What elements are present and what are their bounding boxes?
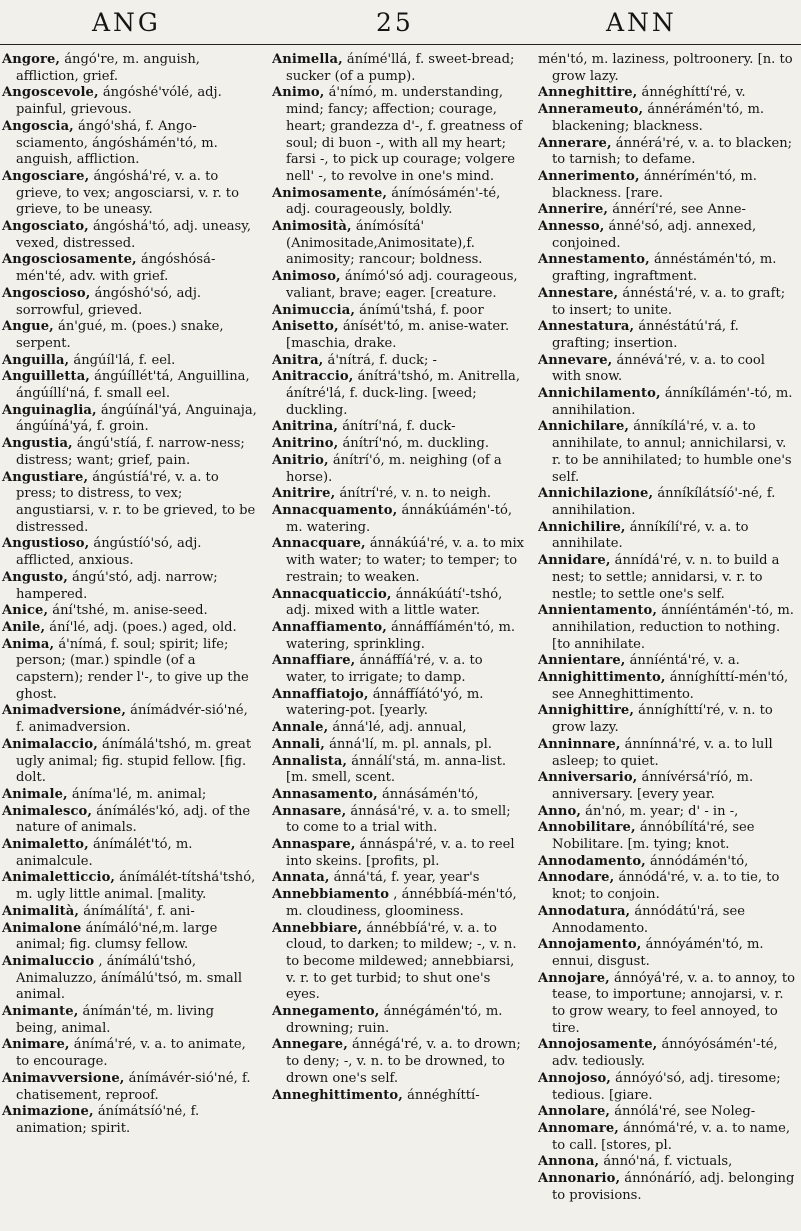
entry-definition: ánnóyá'ré, v. a. to annoy, to tease, to importune; annojarsi, v. r. to grow weary, to feel annoyed, to tire. <box>552 970 795 1036</box>
dictionary-entry <box>272 620 526 653</box>
headword: Animalone <box>2 920 82 936</box>
dictionary-entry <box>538 937 798 970</box>
dictionary-entry <box>538 1071 798 1104</box>
headword: Annali, <box>272 736 325 752</box>
headword: Annighittimento, <box>538 670 666 686</box>
entry-definition: ánímá'ré, v. a. to animate, to encourage. <box>16 1037 246 1070</box>
dictionary-entry <box>272 319 526 352</box>
entry-definition: ángústíá'ré, v. a. to press; to distress, to vex; angustiarsi, v. r. to be grieved, to be distressed. <box>16 469 256 535</box>
entry-definition: ání'tshé, m. anise-seed. <box>52 603 208 619</box>
dictionary-entry <box>272 303 526 320</box>
entry-definition: ánnákúátí'-tshó, adj. mixed with a little water. <box>286 586 503 619</box>
entry-definition: ánnérá'ré, v. a. to blacken; to tarnish; to defame. <box>552 135 793 168</box>
entry-definition: ánnálí'stá, m. anna-list. [m. smell, scent. <box>286 753 506 786</box>
headword: Anno, <box>538 803 581 819</box>
entry-definition: ánná'lé, adj. annual, <box>332 720 467 736</box>
headword: Angustiare, <box>2 469 89 485</box>
headword: Annebbiamento <box>272 887 390 903</box>
headword: Angusto, <box>2 569 68 585</box>
entry-definition: ánníkílámén'-tó, m. annihilation. <box>552 386 793 418</box>
dictionary-entry <box>272 804 526 837</box>
entry-definition: ánníkílátsíó'-né, f. annihilation. <box>552 486 776 518</box>
entry-definition: ánímósámén'-té, adj. courageously, boldly. <box>286 185 501 218</box>
headword: Annacquare, <box>272 536 366 552</box>
headword: Animosamente, <box>272 185 388 201</box>
headword: Annomare, <box>538 1121 619 1136</box>
entry-definition: ángúíl'lá, f. eel. <box>73 352 176 368</box>
headword: Animosità, <box>272 219 352 235</box>
dictionary-entry <box>0 319 258 352</box>
entry-definition: ánnébbíá'ré, v. a. to cloud, to darken; to mildew; -, v. n. to become mildewed; annebbiarsi, v. r. to get turbid; to shut one's eyes. <box>286 920 517 1003</box>
entry-definition: ánnódátú'rá, see Annodamento. <box>552 903 746 936</box>
dictionary-entry <box>272 1088 526 1105</box>
headword: Animalità, <box>2 903 80 919</box>
dictionary-entry <box>0 804 258 837</box>
dictionary-entry <box>272 737 526 754</box>
entry-definition: ánnó'ná, f. victuals, <box>603 1154 733 1170</box>
headword: Annegamento, <box>272 1004 380 1020</box>
entry-definition: ánnídá'ré, v. n. to build a nest; to settle; annidarsi, v. r. to nestle; to settle one's self. <box>552 553 780 602</box>
dictionary-entry <box>0 921 258 954</box>
dictionary-entry <box>538 219 798 252</box>
headword: Animo, <box>272 85 325 101</box>
dictionary-entry <box>0 570 258 603</box>
headword: Anitrino, <box>272 436 339 452</box>
headword: Angoscevole, <box>2 85 99 101</box>
headword: Annojare, <box>538 970 610 986</box>
headword: Angore, <box>2 52 61 67</box>
headword: Anitrio, <box>272 452 329 468</box>
headword: Annojoso, <box>538 1070 611 1086</box>
entry-definition: ánníkílí'ré, v. a. to annihilate. <box>552 519 749 552</box>
entry-definition: ánníéntámén'-tó, m. annihilation, reduction to nothing. [to annihilate. <box>552 603 794 652</box>
entry-definition: ánnáffíá'ré, v. a. to water, to irrigate; to damp. <box>286 653 483 686</box>
dictionary-entry <box>0 837 258 870</box>
headword: Annientamento, <box>538 603 658 619</box>
headword: Annodamento, <box>538 853 646 869</box>
headword: Animadversione, <box>2 703 126 719</box>
column-3 <box>538 52 798 1224</box>
entry-definition: ánnéghíttí- <box>407 1087 480 1103</box>
entry-definition: á'nítrá, f. duck; - <box>327 352 437 368</box>
dictionary-entry <box>0 787 258 804</box>
page-header <box>0 0 801 44</box>
entry-definition: ángó'shá, f. Ango-sciamento, ángóshámén'tó, m. anguish, affliction. <box>16 118 218 168</box>
entry-definition: ánnáffíátó'yó, m. watering-pot. [yearly. <box>286 686 484 719</box>
headword: Angosciato, <box>2 219 89 235</box>
headword: Angue, <box>2 319 54 335</box>
header-rule <box>0 44 801 45</box>
headword: Animalesco, <box>2 803 93 819</box>
dictionary-entry <box>272 587 526 620</box>
headword: Annaffiare, <box>272 653 356 669</box>
headword: Anninnare, <box>538 736 621 752</box>
headword: Annolare, <box>538 1104 611 1120</box>
dictionary-entry <box>538 971 798 1038</box>
headword: Annichilire, <box>538 519 626 535</box>
entry-definition: ánítrí'ó, m. neighing (of a horse). <box>286 452 502 485</box>
dictionary-entry <box>538 854 798 871</box>
entry-definition: ánítrí'ná, f. duck- <box>342 419 456 435</box>
headword: Anitrire, <box>272 486 336 502</box>
headword: Angosciosamente, <box>2 252 137 268</box>
headword: Animella, <box>272 52 343 67</box>
entry-definition: ánníghíttí-mén'tó, see Anneghittimento. <box>552 670 789 702</box>
headword: Anice, <box>2 603 49 619</box>
entry-definition: ángóshá'tó, adj. uneasy, vexed, distressed. <box>16 219 252 251</box>
dictionary-entry <box>0 436 258 469</box>
entry-definition: ánítrí'ré, v. n. to neigh. <box>339 486 492 502</box>
entry-definition: ánímálét'tó, m. animalcule. <box>16 837 193 869</box>
dictionary-entry <box>538 319 798 352</box>
headword: Angoscia, <box>2 118 74 134</box>
headword: Anguilletta, <box>2 369 90 385</box>
headword: Anguilla, <box>2 352 70 368</box>
dictionary-entry <box>0 1037 258 1070</box>
entry-definition: ánímósítá' (Animositade,Animositate),f. animosity; rancour; boldness. <box>286 219 483 268</box>
headword: Animazione, <box>2 1104 94 1120</box>
dictionary-entry <box>538 85 798 102</box>
entry-definition: ánnéstátú'rá, f. grafting; insertion. <box>552 319 739 351</box>
entry-definition: , ánnébbíá-mén'tó, m. cloudiness, gloominess. <box>286 887 517 919</box>
dictionary-entry <box>538 553 798 603</box>
entry-definition: ángú'stó, adj. narrow; hampered. <box>16 569 218 602</box>
dictionary-entry <box>538 737 798 770</box>
left-guide-word: ANG <box>92 8 161 37</box>
entry-definition: ánnáspá'ré, v. a. to reel into skeins. [profits, pl. <box>286 837 515 869</box>
dictionary-entry <box>538 703 798 736</box>
headword: Angosciare, <box>2 168 90 184</box>
headword: Annasare, <box>272 803 347 819</box>
entry-definition: ánnérí'ré, see Anne- <box>612 202 746 218</box>
entry-definition: ánnákúámén'-tó, m. watering. <box>286 502 513 535</box>
dictionary-entry <box>538 419 798 486</box>
dictionary-entry <box>538 386 798 419</box>
column-1 <box>0 52 258 1224</box>
headword: Animaluccio <box>2 953 95 969</box>
dictionary-entry <box>538 870 798 903</box>
dictionary-entry <box>0 219 258 252</box>
dictionary-entry <box>0 954 258 1004</box>
headword: Animale, <box>2 786 68 802</box>
dictionary-entry <box>272 419 526 436</box>
headword: Angustioso, <box>2 536 90 552</box>
entry-definition: ánímálés'kó, adj. of the nature of animals. <box>16 803 251 836</box>
dictionary-entry <box>538 1171 798 1204</box>
dictionary-entry <box>272 870 526 887</box>
dictionary-entry <box>538 202 798 219</box>
dictionary-entry <box>538 1154 798 1171</box>
entry-definition: ánnéghíttí'ré, v. <box>641 85 746 101</box>
entry-definition: ánnáffíámén'tó, m. watering, sprinkling. <box>286 619 516 652</box>
dictionary-entry <box>538 486 798 519</box>
headword: Animaletticcio, <box>2 870 116 886</box>
headword: Anneghittire, <box>538 85 638 101</box>
entry-definition: ánítrá'tshó, m. Anitrella, ánítré'lá, f. duck-ling. [weed; duckling. <box>286 369 520 418</box>
dictionary-entry <box>272 720 526 737</box>
headword: Annegare, <box>272 1037 348 1053</box>
entry-definition: ánímávér-sió'né, f. chatisement, reproof. <box>16 1070 251 1103</box>
entry-definition: ánímé'llá, f. sweet-bread; sucker (of a pump). <box>286 52 515 84</box>
entry-definition: ángó're, m. anguish, affliction, grief. <box>16 52 200 84</box>
entry-definition: ángúínál'yá, Anguinaja, ángúíná'yá, f. groin. <box>16 402 257 435</box>
entry-definition: ánnómá'ré, v. a. to name, to call. [stores, pl. <box>552 1121 791 1153</box>
entry-definition: ánnólá'ré, see Noleg- <box>614 1104 756 1120</box>
dictionary-entry <box>538 353 798 386</box>
headword: Anguinaglia, <box>2 402 97 418</box>
dictionary-entry <box>538 286 798 319</box>
entry-definition: ángóshó'só, adj. sorrowful, grieved. <box>16 285 202 318</box>
dictionary-entry <box>272 687 526 720</box>
headword: Annestamento, <box>538 252 650 268</box>
entry-definition: ánítrí'nó, m. duckling. <box>342 436 490 452</box>
dictionary-entry <box>272 186 526 219</box>
headword: Annasamento, <box>272 786 378 802</box>
dictionary-entry <box>272 486 526 503</box>
headword: Annevare, <box>538 352 613 368</box>
right-guide-word: ANN <box>606 8 677 37</box>
dictionary-entry <box>272 503 526 536</box>
headword: Annacquamento, <box>272 502 398 518</box>
entry-definition: ánníghíttí'ré, v. n. to grow lazy. <box>552 703 773 736</box>
entry-definition: ánímádvér-sió'né, f. animadversion. <box>16 703 248 736</box>
dictionary-entry <box>538 1037 798 1070</box>
headword: Annerameuto, <box>538 102 644 118</box>
headword: Animaletto, <box>2 837 89 853</box>
entry-definition: ánné'só, adj. annexed, conjoined. <box>552 219 757 251</box>
headword: Annighittire, <box>538 703 634 719</box>
entry-definition: ánnódámén'tó, <box>650 853 749 869</box>
headword: Annerimento, <box>538 168 640 184</box>
dictionary-entry <box>272 353 526 370</box>
entry-definition: ání'lé, adj. (poes.) aged, old. <box>49 619 237 635</box>
dictionary-entry <box>272 269 526 302</box>
entry-definition: ánnásámén'tó, <box>381 786 479 802</box>
entry-definition: ánnérámén'tó, m. blackening; blackness. <box>552 102 765 134</box>
dictionary-entry <box>538 653 798 670</box>
entry-definition: ánímálét-títshá'tshó, m. ugly little animal. [mality. <box>16 870 256 903</box>
entry-definition: ángóshósá-mén'té, adv. with grief. <box>16 252 216 285</box>
headword: Animuccia, <box>272 302 355 318</box>
dictionary-entry <box>0 52 258 85</box>
dictionary-entry <box>272 219 526 269</box>
headword: Annerare, <box>538 135 612 151</box>
headword: Annata, <box>272 870 330 886</box>
entry-definition: áníma'lé, m. animal; <box>71 786 207 802</box>
dictionary-entry <box>0 286 258 319</box>
dictionary-entry <box>272 653 526 686</box>
entry-definition: ánímán'té, m. living being, animal. <box>16 1004 215 1036</box>
entry-definition: ánímálá'tshó, m. great ugly animal; fig. stupid fellow. [fig. dolt. <box>16 736 252 786</box>
headword: Annidare, <box>538 553 611 569</box>
headword: Annebbiare, <box>272 920 363 936</box>
headword: Anniversario, <box>538 770 638 786</box>
column-2 <box>272 52 526 1224</box>
entry-definition: ánnéstámén'tó, m. grafting, ingraftment. <box>552 252 777 285</box>
dictionary-entry <box>0 737 258 787</box>
dictionary-entry <box>538 520 798 553</box>
entry-definition: ánímálítá', f. ani- <box>83 903 195 919</box>
headword: Angustia, <box>2 436 73 452</box>
entry-definition: ánnégámén'tó, m. drowning; ruin. <box>286 1004 503 1036</box>
headword: Annesso, <box>538 219 605 235</box>
dictionary-entry <box>538 770 798 803</box>
dictionary-entry <box>0 252 258 285</box>
headword: Annalista, <box>272 753 348 769</box>
dictionary-entry <box>0 536 258 569</box>
headword: Annodatura, <box>538 903 631 919</box>
entry-definition: ángústíó'só, adj. afflicted, anxious. <box>16 536 202 569</box>
dictionary-entry <box>0 353 258 370</box>
headword: Anitraccio, <box>272 369 354 385</box>
dictionary-entry <box>0 403 258 436</box>
dictionary-entry <box>272 1004 526 1037</box>
entry-definition: ánnóyámén'tó, m. ennui, disgust. <box>552 937 764 969</box>
entry-definition: ánníkílá'ré, v. a. to annihilate, to annul; annichilarsi, v. r. to be annihilated; to humble one's self. <box>552 419 792 485</box>
entry-definition: ángúíllét'tá, Anguillina, ángúíllí'ná, f. small eel. <box>16 369 250 402</box>
headword: Anitra, <box>272 352 324 368</box>
dictionary-entry <box>272 536 526 586</box>
dictionary-entry <box>0 119 258 169</box>
headword: Animoso, <box>272 269 341 285</box>
headword: Anima, <box>2 636 55 652</box>
entry-definition: ánníéntá'ré, v. a. <box>629 653 740 669</box>
entry-definition: mén'tó, m. laziness, poltroonery. [n. to grow lazy. <box>538 52 793 84</box>
entry-definition: ánná'tá, f. year, year's <box>333 870 480 886</box>
entry-definition: ánnónáríó, adj. belonging to provisions. <box>552 1171 795 1203</box>
dictionary-entry <box>272 921 526 1005</box>
dictionary-entry <box>272 787 526 804</box>
dictionary-entry <box>0 637 258 704</box>
dictionary-entry <box>538 804 798 821</box>
dictionary-entry <box>0 369 258 402</box>
headword: Annojosamente, <box>538 1037 658 1053</box>
page-number: 25 <box>376 8 414 37</box>
dictionary-entry <box>0 870 258 903</box>
dictionary-entry <box>538 670 798 703</box>
headword: Annientare, <box>538 653 626 669</box>
headword: Annobilitare, <box>538 820 636 836</box>
entry-definition: ánímó'só adj. courageous, valiant, brave; eager. [creature. <box>286 269 518 301</box>
dictionary-entry <box>0 603 258 620</box>
headword: Annona, <box>538 1154 600 1170</box>
headword: Annale, <box>272 720 329 736</box>
dictionary-entry <box>538 252 798 285</box>
dictionary-entry <box>272 52 526 85</box>
dictionary-entry <box>0 169 258 219</box>
dictionary-entry <box>0 1004 258 1037</box>
entry-definition: á'nímá, f. soul; spirit; life; person; (mar.) spindle (of a capstern); render l'-, to give up the ghost. <box>16 636 249 702</box>
headword: Annojamento, <box>538 937 642 953</box>
entry-definition: ánísét'tó, m. anise-water. [maschia, drake. <box>286 319 510 351</box>
dictionary-entry <box>538 1104 798 1121</box>
entry-definition: ánímátsíó'né, f. animation; spirit. <box>16 1104 200 1136</box>
entry-definition: ánnéstá'ré, v. a. to graft; to insert; to unite. <box>552 285 786 318</box>
dictionary-entry <box>272 85 526 185</box>
headword: Annerire, <box>538 202 609 218</box>
dictionary-entry <box>272 453 526 486</box>
entry-definition: ánnérímén'tó, m. blackness. [rare. <box>552 168 757 201</box>
dictionary-entry <box>272 887 526 920</box>
entry-definition: ánnóyósámén'-té, adv. tediously. <box>552 1037 778 1070</box>
entry-definition: ánnévá'ré, v. a. to cool with snow. <box>552 352 765 385</box>
headword: Anile, <box>2 619 46 635</box>
dictionary-entry <box>272 754 526 787</box>
headword: Annestare, <box>538 285 619 301</box>
dictionary-entry <box>0 703 258 736</box>
dictionary-entry <box>272 436 526 453</box>
headword: Annacquaticcio, <box>272 586 392 602</box>
entry-definition: ángóshá'ré, v. a. to grieve, to vex; angosciarsi, v. r. to grieve, to be uneasy. <box>16 168 239 218</box>
entry-definition: ánnívérsá'ríó, m. anniversary. [every year. <box>552 770 754 802</box>
headword: Animare, <box>2 1037 70 1053</box>
entry-definition: ánná'lí, m. pl. annals, pl. <box>329 736 492 752</box>
dictionary-entry <box>538 1121 798 1154</box>
headword: Annaffiamento, <box>272 619 387 635</box>
headword: Annichilamento, <box>538 386 661 402</box>
dictionary-entry <box>538 603 798 653</box>
entry-definition: ánnínná'ré, v. a. to lull asleep; to quiet. <box>552 736 773 769</box>
entry-definition: ángóshé'vólé, adj. painful, grievous. <box>16 85 222 118</box>
entry-definition: ánnégá'ré, v. a. to drown; to deny; -, v. n. to be drowned, to drown one's self. <box>286 1037 521 1086</box>
dictionary-entry <box>0 85 258 118</box>
headword: Annestatura, <box>538 319 635 335</box>
headword: Anneghittimento, <box>272 1087 403 1103</box>
entry-definition: ánnódá'ré, v. a. to tie, to knot; to conjoin. <box>552 870 780 903</box>
entry-definition: ánnákúá'ré, v. a. to mix with water; to water; to temper; to restrain; to weaken. <box>286 536 525 585</box>
dictionary-entry <box>272 1037 526 1087</box>
headword: Annodare, <box>538 870 615 886</box>
entry-definition: , ánímálú'tshó, Animaluzzo, ánímálú'tsó, m. small animal. <box>16 953 243 1003</box>
headword: Annichilazione, <box>538 486 654 502</box>
dictionary-entry <box>538 169 798 202</box>
entry-definition: ánnóbílítá'ré, see Nobilitare. [m. tying; knot. <box>552 820 755 853</box>
entry-definition: ánnásá'ré, v. a. to smell; to come to a trial with. <box>286 803 511 836</box>
headword: Angoscioso, <box>2 285 91 301</box>
headword: Animante, <box>2 1004 79 1020</box>
entry-definition: án'nó, m. year; d' - in -, <box>585 803 739 819</box>
dictionary-entry <box>538 820 798 853</box>
dictionary-entry <box>0 1071 258 1104</box>
headword: Annaspare, <box>272 837 356 853</box>
dictionary-entry <box>0 1104 258 1137</box>
dictionary-entry <box>0 470 258 537</box>
entry-definition: án'gué, m. (poes.) snake, serpent. <box>16 319 224 351</box>
entry-definition: ánímáló'né,m. large animal; fig. clumsy fellow. <box>16 920 218 953</box>
headword: Anitrina, <box>272 419 339 435</box>
dictionary-entry <box>0 620 258 637</box>
entry-definition: ánímú'tshá, f. poor <box>359 302 484 318</box>
headword: Annichilare, <box>538 419 630 435</box>
dictionary-entry <box>0 904 258 921</box>
entry-definition: ángú'stíá, f. narrow-ness; distress; want; grief, pain. <box>16 436 245 468</box>
headword: Animavversione, <box>2 1070 125 1086</box>
headword: Animalaccio, <box>2 736 98 752</box>
headword: Annaffiatojo, <box>272 686 369 702</box>
dictionary-entry <box>538 102 798 135</box>
entry-definition: á'nímó, m. understanding, mind; fancy; affection; courage, heart; grandezza d'-, f. greatness of soul; di buon -, with all my heart; farsi -, to pick up courage; volgere nell' -, to revolve in one's mind. <box>286 85 523 184</box>
dictionary-entry <box>538 52 798 85</box>
dictionary-entry <box>538 136 798 169</box>
headword: Anisetto, <box>272 319 339 335</box>
dictionary-entry <box>272 369 526 419</box>
dictionary-entry <box>538 904 798 937</box>
entry-definition: ánnóyó'só, adj. tiresome; tedious. [giare. <box>552 1070 781 1103</box>
headword: Annonario, <box>538 1171 621 1187</box>
dictionary-entry <box>272 837 526 870</box>
